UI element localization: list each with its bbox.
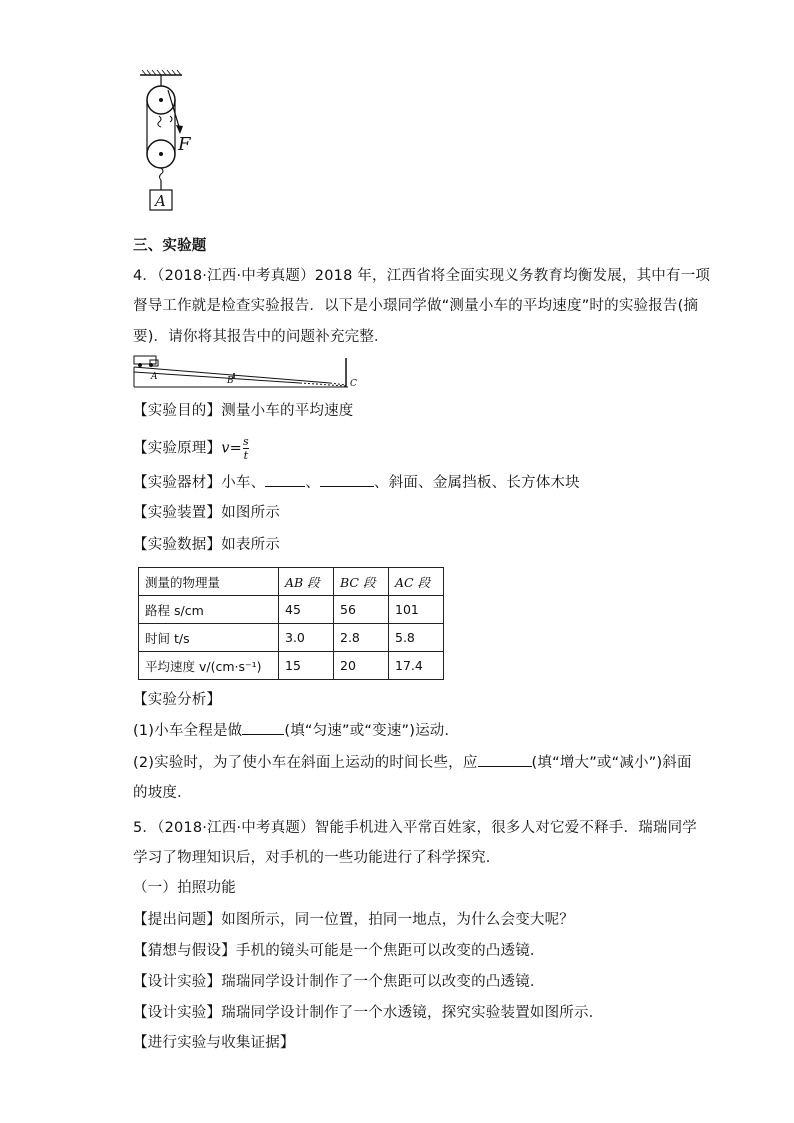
materials-sep: 、 — [305, 475, 321, 491]
q5-hypothesis: 【猜想与假设】手机的镜头可能是一个焦距可以改变的凸透镜． — [133, 943, 545, 959]
principle-v: v — [221, 440, 230, 457]
sub1-blank[interactable] — [242, 720, 284, 735]
materials-blank-2[interactable] — [320, 472, 374, 487]
table-cell: 2.8 — [334, 624, 389, 652]
q5-part1: （一）拍照功能 — [133, 880, 236, 896]
table-cell: 5.8 — [389, 624, 444, 652]
slope-point-a: A — [151, 372, 158, 382]
principle-label: 【实验原理】 — [133, 440, 222, 457]
table-header-cell: AB 段 — [279, 568, 334, 596]
principle-fraction — [243, 436, 249, 461]
slope-point-b: B — [227, 376, 234, 386]
experiment-principle — [133, 436, 249, 461]
q5-intro-line2: 学习了物理知识后，对手机的一些功能进行了科学探究． — [133, 850, 501, 866]
pulley-figure — [130, 68, 210, 218]
block-label: A — [155, 192, 166, 210]
table-cell: 平均速度 v/(cm·s⁻¹) — [139, 652, 279, 680]
sub2-prefix: (2)实验时，为了使小车在斜面上运动的时间长些，应 — [133, 755, 478, 771]
q5-question: 【提出问题】如图所示，同一位置，拍同一地点，为什么会变大呢？ — [133, 912, 574, 928]
force-label: F — [178, 134, 191, 155]
principle-eq: = — [229, 440, 242, 457]
sub-question-2 — [133, 752, 692, 773]
q4-intro-line1: 4．（2018·江西·中考真题）2018 年，江西省将全面实现义务教育均衡发展，其中有一项 — [133, 268, 711, 284]
sub2-suffix: (填“增大”或“减小”)斜面 — [531, 755, 692, 771]
table-cell: 路程 s/cm — [139, 596, 279, 624]
slope-point-c: C — [350, 379, 357, 389]
materials-blank-1[interactable] — [265, 472, 305, 487]
sub-question-2-line2: 的坡度． — [133, 785, 192, 801]
table-row — [139, 596, 444, 624]
materials-suffix: 、斜面、金属挡板、长方体木块 — [374, 475, 580, 491]
q4-intro-line2: 督导工作就是检查实验报告．以下是小璟同学做“测量小车的平均速度”时的实验报告(摘 — [133, 298, 699, 314]
table-cell: 45 — [279, 596, 334, 624]
table-cell: 56 — [334, 596, 389, 624]
section-heading: 三、实验题 — [133, 238, 207, 254]
sub1-prefix: (1)小车全程是做 — [133, 723, 243, 739]
q4-intro-line3: 要)．请你将其报告中的问题补充完整． — [133, 329, 389, 345]
q5-conduct: 【进行实验与收集证据】 — [133, 1035, 295, 1051]
fraction-numerator: s — [242, 435, 249, 448]
table-header-row — [139, 568, 444, 596]
table-row — [139, 624, 444, 652]
experiment-purpose: 【实验目的】测量小车的平均速度 — [133, 403, 354, 419]
experiment-data-label: 【实验数据】如表所示 — [133, 537, 280, 553]
experiment-setup: 【实验装置】如图所示 — [133, 505, 280, 521]
data-table — [138, 567, 444, 680]
table-header-cell: AC 段 — [389, 568, 444, 596]
q5-design-2: 【设计实验】瑞瑞同学设计制作了一个水透镜，探究实验装置如图所示． — [133, 1005, 604, 1021]
q5-design-1: 【设计实验】瑞瑞同学设计制作了一个焦距可以改变的凸透镜． — [133, 974, 545, 990]
table-row — [139, 652, 444, 680]
table-cell: 20 — [334, 652, 389, 680]
experiment-materials — [133, 472, 580, 493]
table-cell: 时间 t/s — [139, 624, 279, 652]
q5-intro-line1: 5．（2018·江西·中考真题）智能手机进入平常百姓家，很多人对它爱不释手．瑞瑞同学 — [133, 820, 697, 836]
sub1-suffix: (填“匀速”或“变速”)运动． — [284, 723, 460, 739]
table-cell: 3.0 — [279, 624, 334, 652]
fraction-denominator: t — [243, 449, 249, 462]
table-cell: 101 — [389, 596, 444, 624]
slope-figure — [130, 350, 370, 392]
table-cell: 15 — [279, 652, 334, 680]
table-header-cell: BC 段 — [334, 568, 389, 596]
table-header-cell: 测量的物理量 — [139, 568, 279, 596]
sub-question-1 — [133, 720, 459, 741]
table-cell: 17.4 — [389, 652, 444, 680]
sub2-blank[interactable] — [478, 752, 532, 767]
materials-prefix: 【实验器材】小车、 — [133, 475, 266, 491]
experiment-analysis: 【实验分析】 — [133, 692, 222, 708]
